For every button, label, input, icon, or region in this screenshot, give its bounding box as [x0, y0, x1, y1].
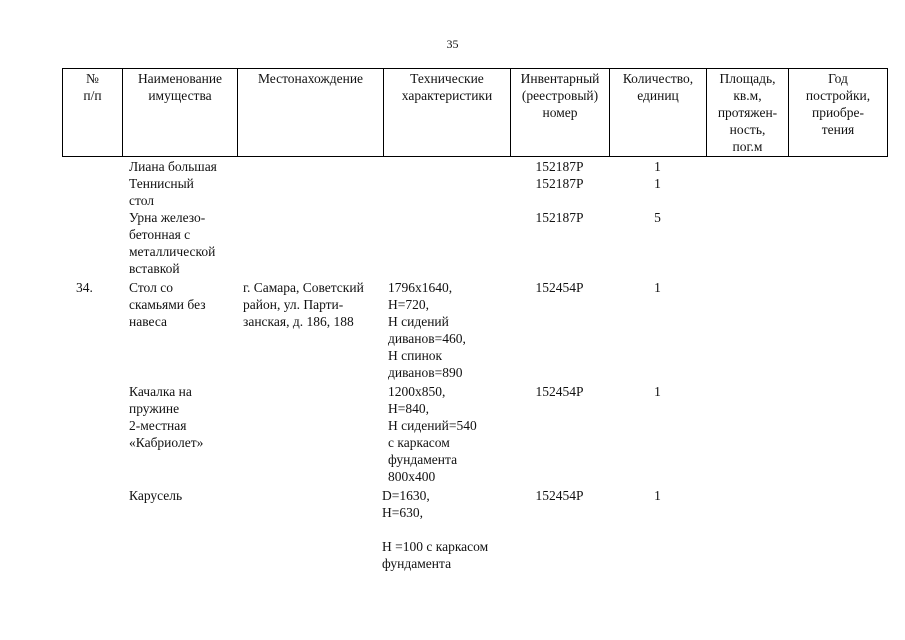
inventory-number: 152187Р [535, 210, 584, 225]
inventory-number: 152454Р [535, 488, 584, 503]
row-number: 34. [76, 280, 93, 295]
inventory-number: 152187Р [535, 176, 584, 191]
item-name: Лиана большая [129, 159, 217, 174]
item-name: Теннисный стол [129, 176, 194, 208]
header-number: № п/п [63, 69, 123, 156]
item-name: Стол со скамьями без навеса [129, 280, 206, 329]
item-specs: 1796х1640, Н=720, Н сидений диванов=460, Н спинок диванов=890 [388, 280, 466, 380]
item-name: Урна железо- бетонная с металлической вставкой [129, 210, 216, 276]
quantity: 1 [654, 176, 661, 191]
item-specs: 1200х850, Н=840, Н сидений=540 с каркасом фундамента 800х400 [388, 384, 477, 484]
header-area: Площадь, кв.м, протяжен- ность, пог.м [707, 69, 789, 156]
header-name: Наименование имущества [123, 69, 238, 156]
header-year: Год постройки, приобре- тения [805, 71, 871, 137]
quantity: 1 [654, 280, 661, 295]
header-location: Местонахождение [238, 69, 384, 156]
header-inventory-number: Инвентарный (реестровый) номер [511, 69, 610, 156]
quantity: 1 [654, 384, 661, 399]
inventory-number: 152187Р [535, 159, 584, 174]
header-specs: Технические характеристики [384, 69, 511, 156]
inventory-number: 152454Р [535, 280, 584, 295]
header-quantity: Количество, единиц [610, 69, 707, 156]
quantity: 5 [654, 210, 661, 225]
quantity: 1 [654, 159, 661, 174]
item-name: Карусель [129, 488, 183, 503]
quantity: 1 [654, 488, 661, 503]
table-header [62, 68, 888, 157]
item-name: Качалка на пружине 2-местная «Кабриолет» [129, 384, 204, 450]
inventory-number: 152454Р [535, 384, 584, 399]
item-location: г. Самара, Советский район, ул. Парти- занская, д. 186, 188 [243, 280, 364, 329]
item-specs: D=1630, Н=630, Н =100 с каркасом фундамента [382, 488, 489, 571]
page-number: 35 [446, 37, 459, 51]
